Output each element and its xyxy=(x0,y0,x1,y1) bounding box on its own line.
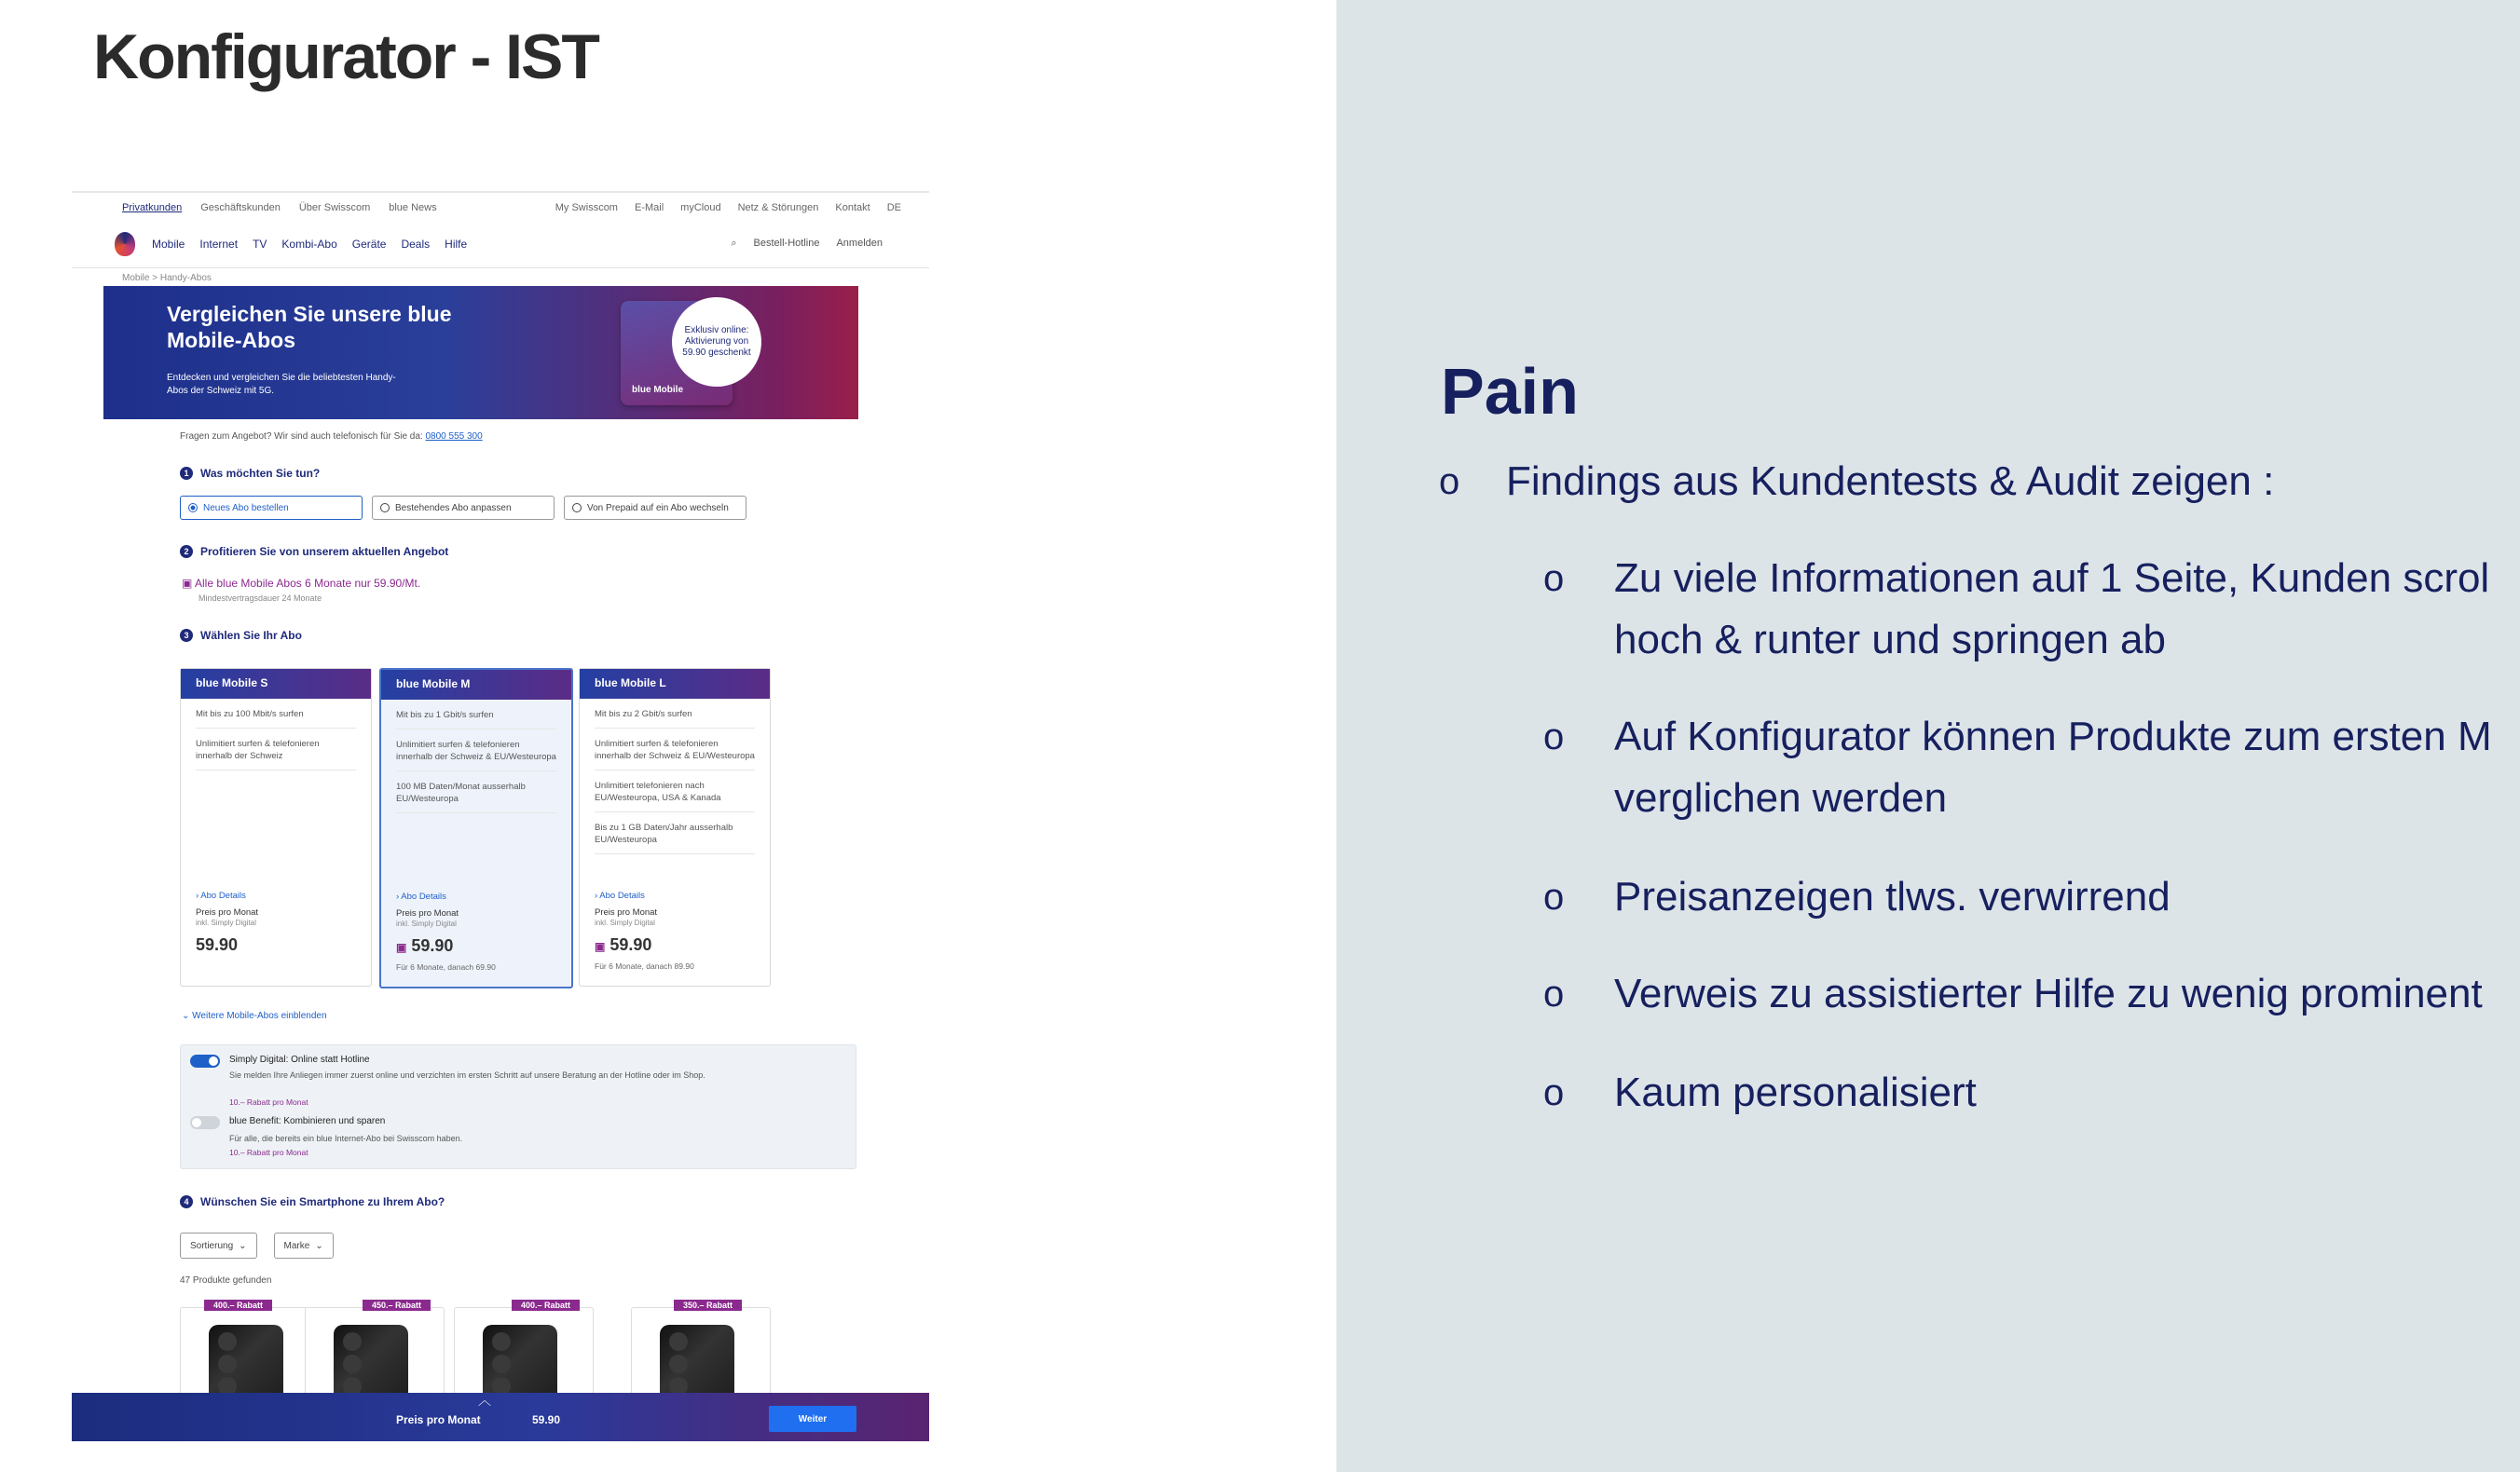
plan-price-label: Preis pro Monat xyxy=(595,907,658,918)
hotline-link[interactable]: Bestell-Hotline xyxy=(753,238,820,249)
plan-price xyxy=(595,935,651,955)
topnav-item-private[interactable]: Privatkunden xyxy=(122,202,183,213)
option-title: blue Benefit: Kombinieren und sparen xyxy=(229,1116,386,1126)
plan-price xyxy=(396,936,453,956)
search-icon[interactable]: ⌕ xyxy=(731,238,737,249)
nav-devices[interactable]: Geräte xyxy=(351,238,387,251)
sticky-price-bar xyxy=(72,1393,929,1441)
plan-feature: Unlimitiert surfen & telefonieren innerhalb der Schweiz & EU/Westeuropa xyxy=(396,739,556,771)
choice-prepaid-switch[interactable] xyxy=(564,496,746,520)
topnav-item-about[interactable]: Über Swisscom xyxy=(298,202,371,213)
plan-feature: Unlimitiert surfen & telefonieren innerhalb der Schweiz xyxy=(196,738,356,770)
plan-name: blue Mobile M xyxy=(381,670,571,700)
pain-heading: Pain xyxy=(1441,355,1579,428)
chevron-up-icon[interactable]: ︿ xyxy=(478,1393,491,1408)
step-number: 1 xyxy=(180,467,193,480)
topnav-item-news[interactable]: blue News xyxy=(389,202,437,213)
phone-rebate-tag: 450.– Rabatt xyxy=(363,1300,431,1311)
login-link[interactable]: Anmelden xyxy=(836,238,883,249)
plan-price-value: 59.90 xyxy=(609,935,652,954)
phone-number-link[interactable]: 0800 555 300 xyxy=(425,431,483,442)
topnav-mycloud[interactable]: myCloud xyxy=(680,202,721,213)
step-4-heading xyxy=(180,1195,445,1208)
gift-icon: ▣ xyxy=(396,941,407,954)
plan-name: blue Mobile S xyxy=(181,669,371,699)
promo-label: Alle blue Mobile Abos 6 Monate nur 59.90/Mt. xyxy=(195,577,421,590)
step-label: Wählen Sie Ihr Abo xyxy=(200,629,302,642)
phone-rebate-tag: 400.– Rabatt xyxy=(512,1300,580,1311)
plan-name: blue Mobile L xyxy=(580,669,770,699)
topnav-my-swisscom[interactable]: My Swisscom xyxy=(555,202,618,213)
nav-deals[interactable]: Deals xyxy=(401,238,431,251)
gift-icon: ▣ xyxy=(182,577,193,590)
more-plans-link[interactable]: ⌄ Weitere Mobile-Abos einblenden xyxy=(182,1011,327,1021)
step-label: Wünschen Sie ein Smartphone zu Ihrem Abo? xyxy=(200,1195,445,1208)
option-rebate: 10.– Rabatt pro Monat xyxy=(229,1097,308,1107)
products-found: 47 Produkte gefunden xyxy=(180,1275,272,1286)
plan-feature: 100 MB Daten/Monat ausserhalb EU/Westeuropa xyxy=(396,781,556,813)
topnav-language[interactable]: DE xyxy=(886,202,901,213)
bullet-text-continued: hoch & runter und springen ab xyxy=(1614,617,2166,662)
plan-feature: Unlimitiert telefonieren nach EU/Westeuropa, USA & Kanada xyxy=(595,780,755,812)
breadcrumb[interactable]: Mobile > Handy-Abos xyxy=(122,273,212,283)
topnav-contact[interactable]: Kontakt xyxy=(835,202,870,213)
choice-new-abo[interactable] xyxy=(180,496,363,520)
plan-price-after: Für 6 Monate, danach 69.90 xyxy=(396,962,496,972)
plan-details-label: Abo Details xyxy=(599,891,645,901)
step-3-heading xyxy=(180,629,302,642)
step-label: Was möchten Sie tun? xyxy=(200,467,321,480)
topnav-network[interactable]: Netz & Störungen xyxy=(737,202,819,213)
plan-details-label: Abo Details xyxy=(401,892,446,902)
step-number: 3 xyxy=(180,629,193,642)
bullet-marker: o xyxy=(1439,461,1460,502)
step-2-heading xyxy=(180,545,448,558)
hero-card-label: blue Mobile xyxy=(632,385,683,395)
choice-label: Bestehendes Abo anpassen xyxy=(395,502,512,513)
nav-tv[interactable]: TV xyxy=(253,238,267,251)
plan-details-link[interactable]: › Abo Details xyxy=(396,892,446,902)
plan-details-link[interactable]: › Abo Details xyxy=(595,891,645,901)
plan-feature: Bis zu 1 GB Daten/Jahr ausserhalb EU/Westeuropa xyxy=(595,822,755,854)
step-number: 4 xyxy=(180,1195,193,1208)
bottom-price-label: Preis pro Monat xyxy=(396,1413,481,1426)
more-plans-label: Weitere Mobile-Abos einblenden xyxy=(192,1011,327,1021)
bullet-marker: o xyxy=(1543,877,1565,918)
plan-feature: Mit bis zu 100 Mbit/s surfen xyxy=(196,708,356,729)
bullet-marker: o xyxy=(1543,716,1565,757)
plan-price-value: 59.90 xyxy=(411,936,454,955)
bullet-marker: o xyxy=(1543,1072,1565,1113)
plan-feature: Unlimitiert surfen & telefonieren innerhalb der Schweiz & EU/Westeuropa xyxy=(595,738,755,770)
nav-mobile[interactable]: Mobile xyxy=(152,238,185,251)
plan-price-label: Preis pro Monat xyxy=(396,908,459,919)
toggle-blue-benefit[interactable] xyxy=(190,1116,220,1129)
phone-hint xyxy=(180,431,483,442)
plan-card-s[interactable] xyxy=(180,668,372,987)
choice-label: Neues Abo bestellen xyxy=(203,502,289,513)
bullet-text: Preisanzeigen tlws. verwirrend xyxy=(1614,874,2171,920)
plan-price-note: inkl. Simply Digital xyxy=(595,919,655,927)
hero-title: Vergleichen Sie unsere blue Mobile-Abos xyxy=(167,302,452,352)
step-1-heading xyxy=(180,467,320,480)
top-navigation-right xyxy=(555,202,901,213)
step-label: Profitieren Sie von unserem aktuellen Angebot xyxy=(200,545,449,558)
main-navigation xyxy=(72,225,929,268)
option-rebate: 10.– Rabatt pro Monat xyxy=(229,1148,308,1157)
top-navigation xyxy=(122,202,437,213)
choice-label: Von Prepaid auf ein Abo wechseln xyxy=(587,502,729,513)
hero-banner xyxy=(103,286,858,419)
plan-details-label: Abo Details xyxy=(200,891,246,901)
plan-details-link[interactable]: › Abo Details xyxy=(196,891,246,901)
chevron-down-icon: ⌄ xyxy=(315,1240,323,1251)
nav-internet[interactable]: Internet xyxy=(199,238,239,251)
topnav-item-business[interactable]: Geschäftskunden xyxy=(200,202,281,213)
option-description: Für alle, die bereits ein blue Internet-Abo bei Swisscom haben. xyxy=(229,1134,463,1143)
bullet-marker: o xyxy=(1543,558,1565,599)
plan-card-m[interactable] xyxy=(379,668,573,988)
chevron-down-icon: ⌄ xyxy=(239,1240,247,1251)
bottom-price-value: 59.90 xyxy=(532,1413,561,1426)
hero-badge: Exklusiv online: Aktivierung von 59.90 geschenkt xyxy=(672,297,761,387)
brand-select[interactable] xyxy=(274,1233,334,1259)
swisscom-logo-icon[interactable] xyxy=(115,232,135,256)
nav-kombi[interactable]: Kombi-Abo xyxy=(281,238,337,251)
pain-panel xyxy=(1336,0,2520,1472)
choice-adjust-abo[interactable] xyxy=(372,496,555,520)
radio-icon xyxy=(188,503,198,512)
plan-price-after: Für 6 Monate, danach 89.90 xyxy=(595,961,694,971)
plan-feature: Mit bis zu 1 Gbit/s surfen xyxy=(396,709,556,729)
gift-icon: ▣ xyxy=(595,940,606,953)
phone-hint-text: Fragen zum Angebot? Wir sind auch telefonisch für Sie da: xyxy=(180,431,423,442)
bullet-text: Kaum personalisiert xyxy=(1614,1070,1977,1115)
plan-price-note: inkl. Simply Digital xyxy=(396,920,457,928)
bullet-text-continued: verglichen werden xyxy=(1614,775,1948,821)
plan-card-l[interactable] xyxy=(579,668,771,987)
bullet-text: Verweis zu assistierter Hilfe zu wenig prominent xyxy=(1614,971,2483,1016)
step-number: 2 xyxy=(180,545,193,558)
bullet-text: Findings aus Kundentests & Audit zeigen : xyxy=(1506,458,2275,504)
sort-label: Sortierung xyxy=(190,1240,234,1251)
bullet-marker: o xyxy=(1543,974,1565,1015)
sort-select[interactable] xyxy=(180,1233,257,1259)
option-description: Sie melden Ihre Anliegen immer zuerst online und verzichten im ersten Schritt auf unsere Beratung an der Hotline oder im Shop. xyxy=(229,1070,705,1080)
toggle-simply-digital[interactable] xyxy=(190,1055,220,1068)
options-panel xyxy=(180,1044,856,1169)
option-title: Simply Digital: Online statt Hotline xyxy=(229,1055,370,1065)
phone-rebate-tag: 400.– Rabatt xyxy=(204,1300,272,1311)
nav-help[interactable]: Hilfe xyxy=(445,238,468,251)
plan-price-label: Preis pro Monat xyxy=(196,907,259,918)
promo-text xyxy=(182,577,420,590)
bullet-text: Zu viele Informationen auf 1 Seite, Kunden scrol xyxy=(1614,555,2490,601)
phone-rebate-tag: 350.– Rabatt xyxy=(674,1300,742,1311)
configurator-screenshot xyxy=(72,191,929,1441)
brand-label: Marke xyxy=(283,1240,310,1251)
radio-icon xyxy=(572,503,582,512)
plan-price: 59.90 xyxy=(196,935,239,954)
hero-subtitle: Entdecken und vergleichen Sie die beliebtesten Handy-Abos der Schweiz mit 5G. xyxy=(167,373,396,396)
topnav-email[interactable]: E-Mail xyxy=(634,202,664,213)
radio-icon xyxy=(380,503,390,512)
plan-feature: Mit bis zu 2 Gbit/s surfen xyxy=(595,708,755,729)
bullet-text: Auf Konfigurator können Produkte zum ersten M xyxy=(1614,714,2492,759)
phone-filters xyxy=(180,1233,334,1259)
plan-price-note: inkl. Simply Digital xyxy=(196,919,256,927)
promo-subtext: Mindestvertragsdauer 24 Monate xyxy=(199,593,322,603)
continue-button[interactable]: Weiter xyxy=(769,1406,856,1432)
slide-title: Konfigurator - IST xyxy=(93,21,598,92)
